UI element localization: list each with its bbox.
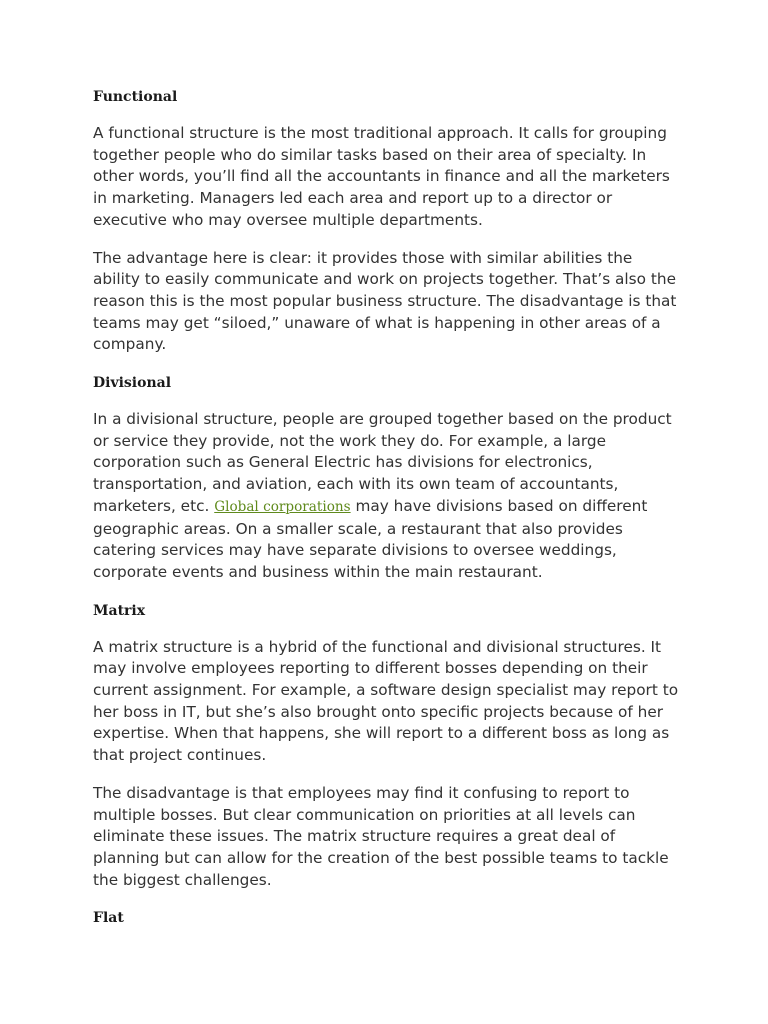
heading-flat: Flat (93, 910, 124, 927)
paragraph-divisional-1 (93, 409, 681, 584)
paragraph-divisional-text-after-link: may have divisions based on different geographic areas. On a smaller scale, a restaurant that also provides catering services may have separate divisions to oversee weddings, corporate events and business within the main restaurant. (93, 496, 648, 581)
heading-divisional: Divisional (93, 375, 172, 392)
paragraph-matrix-1: A matrix structure is a hybrid of the functional and divisional structures. It may involve employees reporting to different bosses depending on their current assignment. For example, a software design specialist may report to her boss in IT, but she’s also brought onto specific projects because of her expertise. When that happens, she will report to a different boss as long as that project continues. (93, 637, 679, 765)
paragraph-functional-2: The advantage here is clear: it provides those with similar abilities the ability to easily communicate and work on projects together. That’s also the reason this is the most popular business structure. The disadvantage is that teams may get “siloed,” unaware of what is happening in other areas of a company. (93, 248, 677, 354)
global-corporations-link[interactable]: Global corporations (214, 498, 351, 515)
heading-matrix: Matrix (93, 602, 146, 619)
paragraph-divisional-text-before-link: In a divisional structure, people are grouped together based on the product or service they provide, not the work they do. For example, a large corporation such as General Electric has divisions for electronics, transportation, and aviation, each with its own team of accountants, marketers, etc. (93, 410, 672, 515)
paragraph-matrix-2: The disadvantage is that employees may find it confusing to report to multiple bosses. But clear communication on priorities at all levels can eliminate these issues. The matrix structure requires a great deal of planning but can allow for the creation of the best possible teams to tackle the biggest challenges. (93, 783, 669, 889)
paragraph-functional-1: A functional structure is the most traditional approach. It calls for grouping together people who do similar tasks based on their area of specialty. In other words, you’ll find all the accountants in finance and all the marketers in marketing. Managers led each area and report up to a director or executive who may oversee multiple departments. (93, 124, 670, 229)
heading-functional: Functional (93, 89, 178, 105)
document-page (93, 86, 681, 929)
